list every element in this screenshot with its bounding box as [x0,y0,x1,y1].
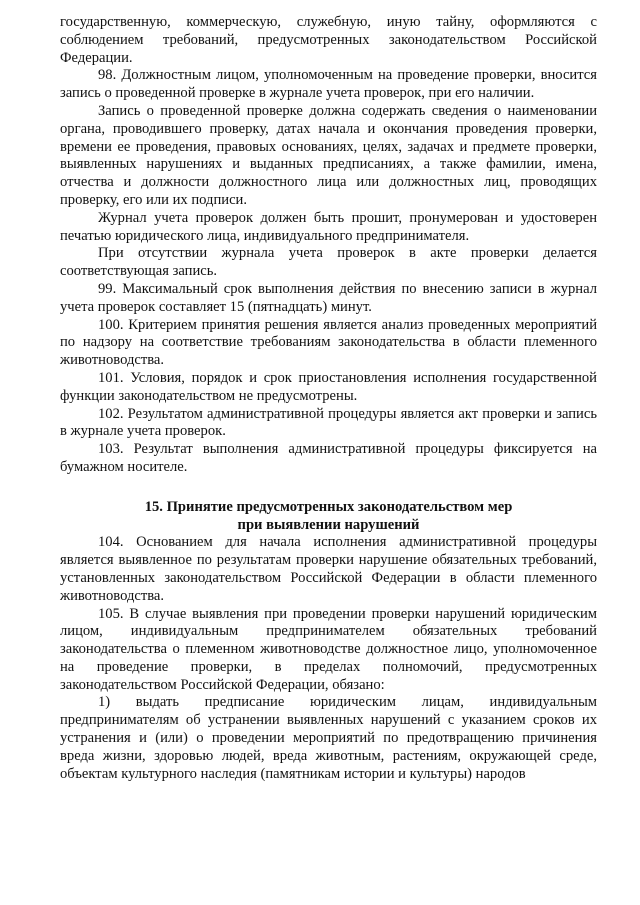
paragraph-inspection-record: Запись о проведенной проверке должна содержать сведения о наименовании органа, проводившего проверку, датах начала и окончания проведения проверки, времени ее проведения, правовых основаниях, целях, задачах и предмете проверки, выявленных нарушениях и выданных предписаниях, а также фамилии, имена, отчества и должности должностного лица или должностных лиц, проводящих проверку, его или их подписи. [60,102,597,208]
paragraph-98: 98. Должностным лицом, уполномоченным на проведение проверки, вносится запись о проведенной проверке в журнале учета проверок, при его наличии. [60,67,597,102]
paragraph-no-journal: При отсутствии журнала учета проверок в акте проверки делается соответствующая запись. [60,245,597,280]
paragraph-secrecy-continuation: государственную, коммерческую, служебную, иную тайну, оформляются с соблюдением требований, предусмотренных законодательством Российской Федерации. [60,14,597,66]
section-heading-line-1: 15. Принятие предусмотренных законодательством мер [144,498,513,515]
section-heading [60,499,597,535]
paragraph-100: 100. Критерием принятия решения является анализ проведенных мероприятий по надзору на соответствие требованиям законодательства в области племенного животноводства. [60,316,597,369]
paragraph-104: 104. Основанием для начала исполнения административной процедуры является выявленное по результатам проверки нарушение обязательных требований, установленных законодательством Российской Федерации в области племенного животноводства. [60,534,597,604]
section-heading-line-2: при выявлении нарушений [237,516,420,533]
paragraph-103: 103. Результат выполнения административной процедуры фиксируется на бумажном носителе. [60,441,597,475]
paragraph-105: 105. В случае выявления при проведении проверки нарушений юридическим лицом, индивидуальным предпринимателем обязательных требований законодательства о племенном животноводстве должностное лицо, уполномоченное на проведение проверки, в пределах полномочий, предусмотренных законодательством Российской Федерации, обязано: [60,605,597,693]
paragraph-journal-binding: Журнал учета проверок должен быть прошит, пронумерован и удостоверен печатью юридического лица, индивидуального предпринимателя. [60,209,597,244]
paragraph-101: 101. Условия, порядок и срок приостановления исполнения государственной функции законодательством не предусмотрены. [60,369,597,404]
document-page [60,14,597,783]
paragraph-105-item-1: 1) выдать предписание юридическим лицам, индивидуальным предпринимателям об устранении выявленных нарушений с указанием сроков их устранения и (или) о проведении мероприятий по предотвращению причинения вреда жизни, здоровью людей, вреда животным, растениям, окружающей среде, объектам культурного наследия (памятникам истории и культуры) народов [60,694,597,782]
paragraph-99: 99. Максимальный срок выполнения действия по внесению записи в журнал учета проверок составляет 15 (пятнадцать) минут. [60,280,597,315]
paragraph-102: 102. Результатом административной процедуры является акт проверки и запись в журнале учета проверок. [60,405,597,440]
